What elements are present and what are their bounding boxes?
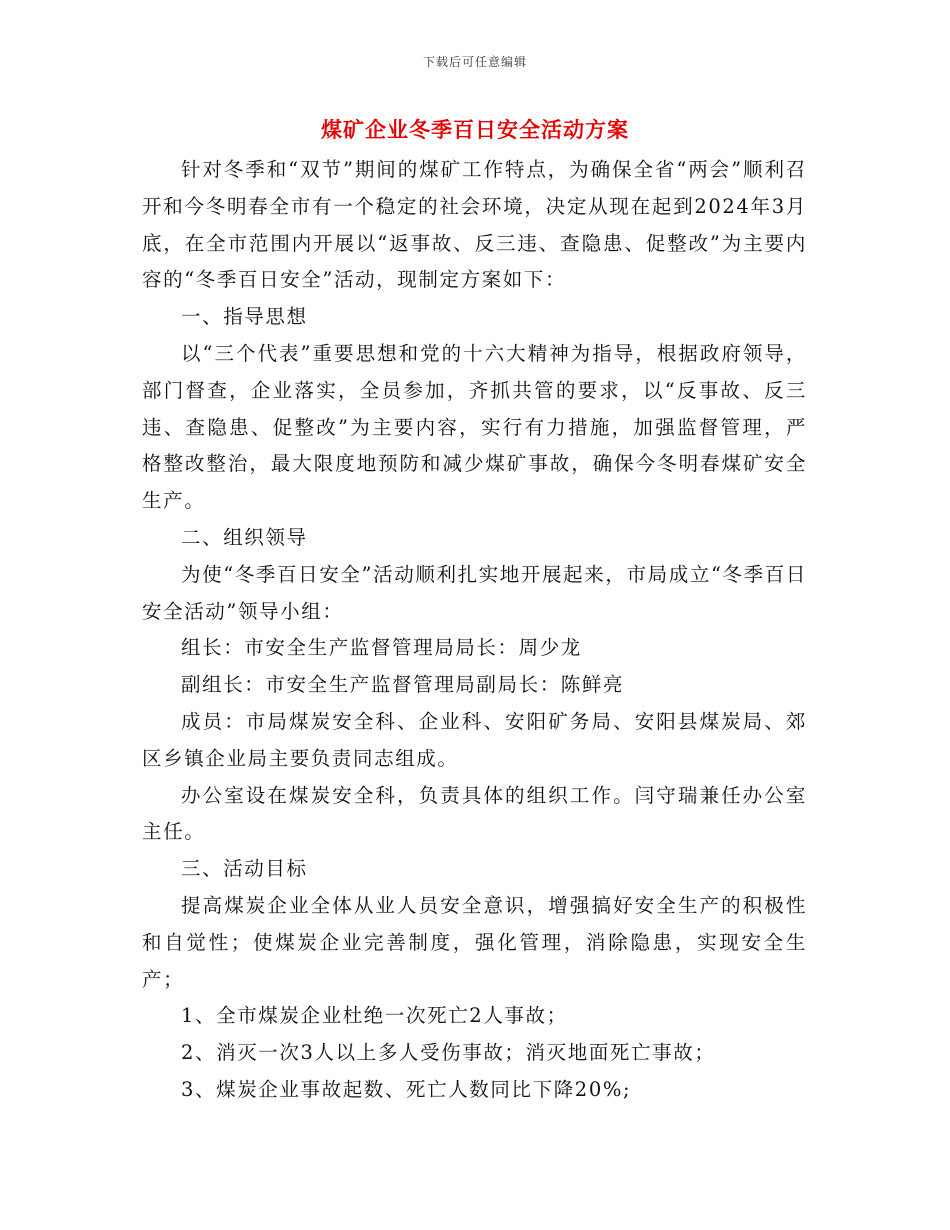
goal-item-1: 1、全市煤炭企业杜绝一次死亡2人事故；: [181, 1004, 568, 1028]
paragraph-deputy-leader: 副组长：市安全生产监督管理局副局长：陈鲜亮: [181, 673, 625, 697]
goal-item-2: 2、消灭一次3人以上多人受伤事故；消灭地面死亡事故；: [181, 1041, 716, 1065]
section-heading-3: 三、活动目标: [181, 857, 308, 881]
goal-item-3: 3、煤炭企业事故起数、死亡人数同比下降20%;: [181, 1077, 632, 1101]
paragraph-office: 办公室设在煤炭安全科，负责具体的组织工作。闫守瑞兼任办公室主任。: [142, 783, 807, 844]
document-body: [142, 152, 807, 1109]
paragraph-leader: 组长：市安全生产监督管理局局长：周少龙: [181, 636, 582, 660]
paragraph-intro: 针对冬季和“双节”期间的煤矿工作特点，为确保全省“两会”顺利召开和今冬明春全市有一个稳定的社会环境，决定从现在起到2024年3月底，在全市范围内开展以“返事故、反三违、查隐患、促整改”为主要内容的“冬季百日安全”活动，现制定方案如下：: [142, 158, 807, 292]
document-title: 煤矿企业冬季百日安全活动方案: [321, 117, 629, 142]
paragraph-organization: 为使“冬季百日安全”活动顺利扎实地开展起来，市局成立“冬季百日安全活动”领导小组：: [142, 562, 807, 623]
paragraph-goals: 提高煤炭企业全体从业人员安全意识，增强搞好安全生产的积极性和自觉性；使煤炭企业完善制度，强化管理，消除隐患，实现安全生产；: [142, 893, 807, 991]
header-note: 下载后可任意编辑: [422, 55, 527, 69]
paragraph-guiding-thought: 以“三个代表”重要思想和党的十六大精神为指导，根据政府领导，部门督查，企业落实，全员参加，齐抓共管的要求，以“反事故、反三违、查隐患、促整改”为主要内容，实行有力措施，加强监督管理，严格整改整治，最大限度地预防和减少煤矿事故，确保今冬明春煤矿安全生产。: [142, 341, 807, 513]
section-heading-1: 一、指导思想: [181, 305, 308, 329]
section-heading-2: 二、组织领导: [181, 525, 308, 549]
paragraph-members: 成员：市局煤炭安全科、企业科、安阳矿务局、安阳县煤炭局、郊区乡镇企业局主要负责同志组成。: [142, 709, 807, 770]
